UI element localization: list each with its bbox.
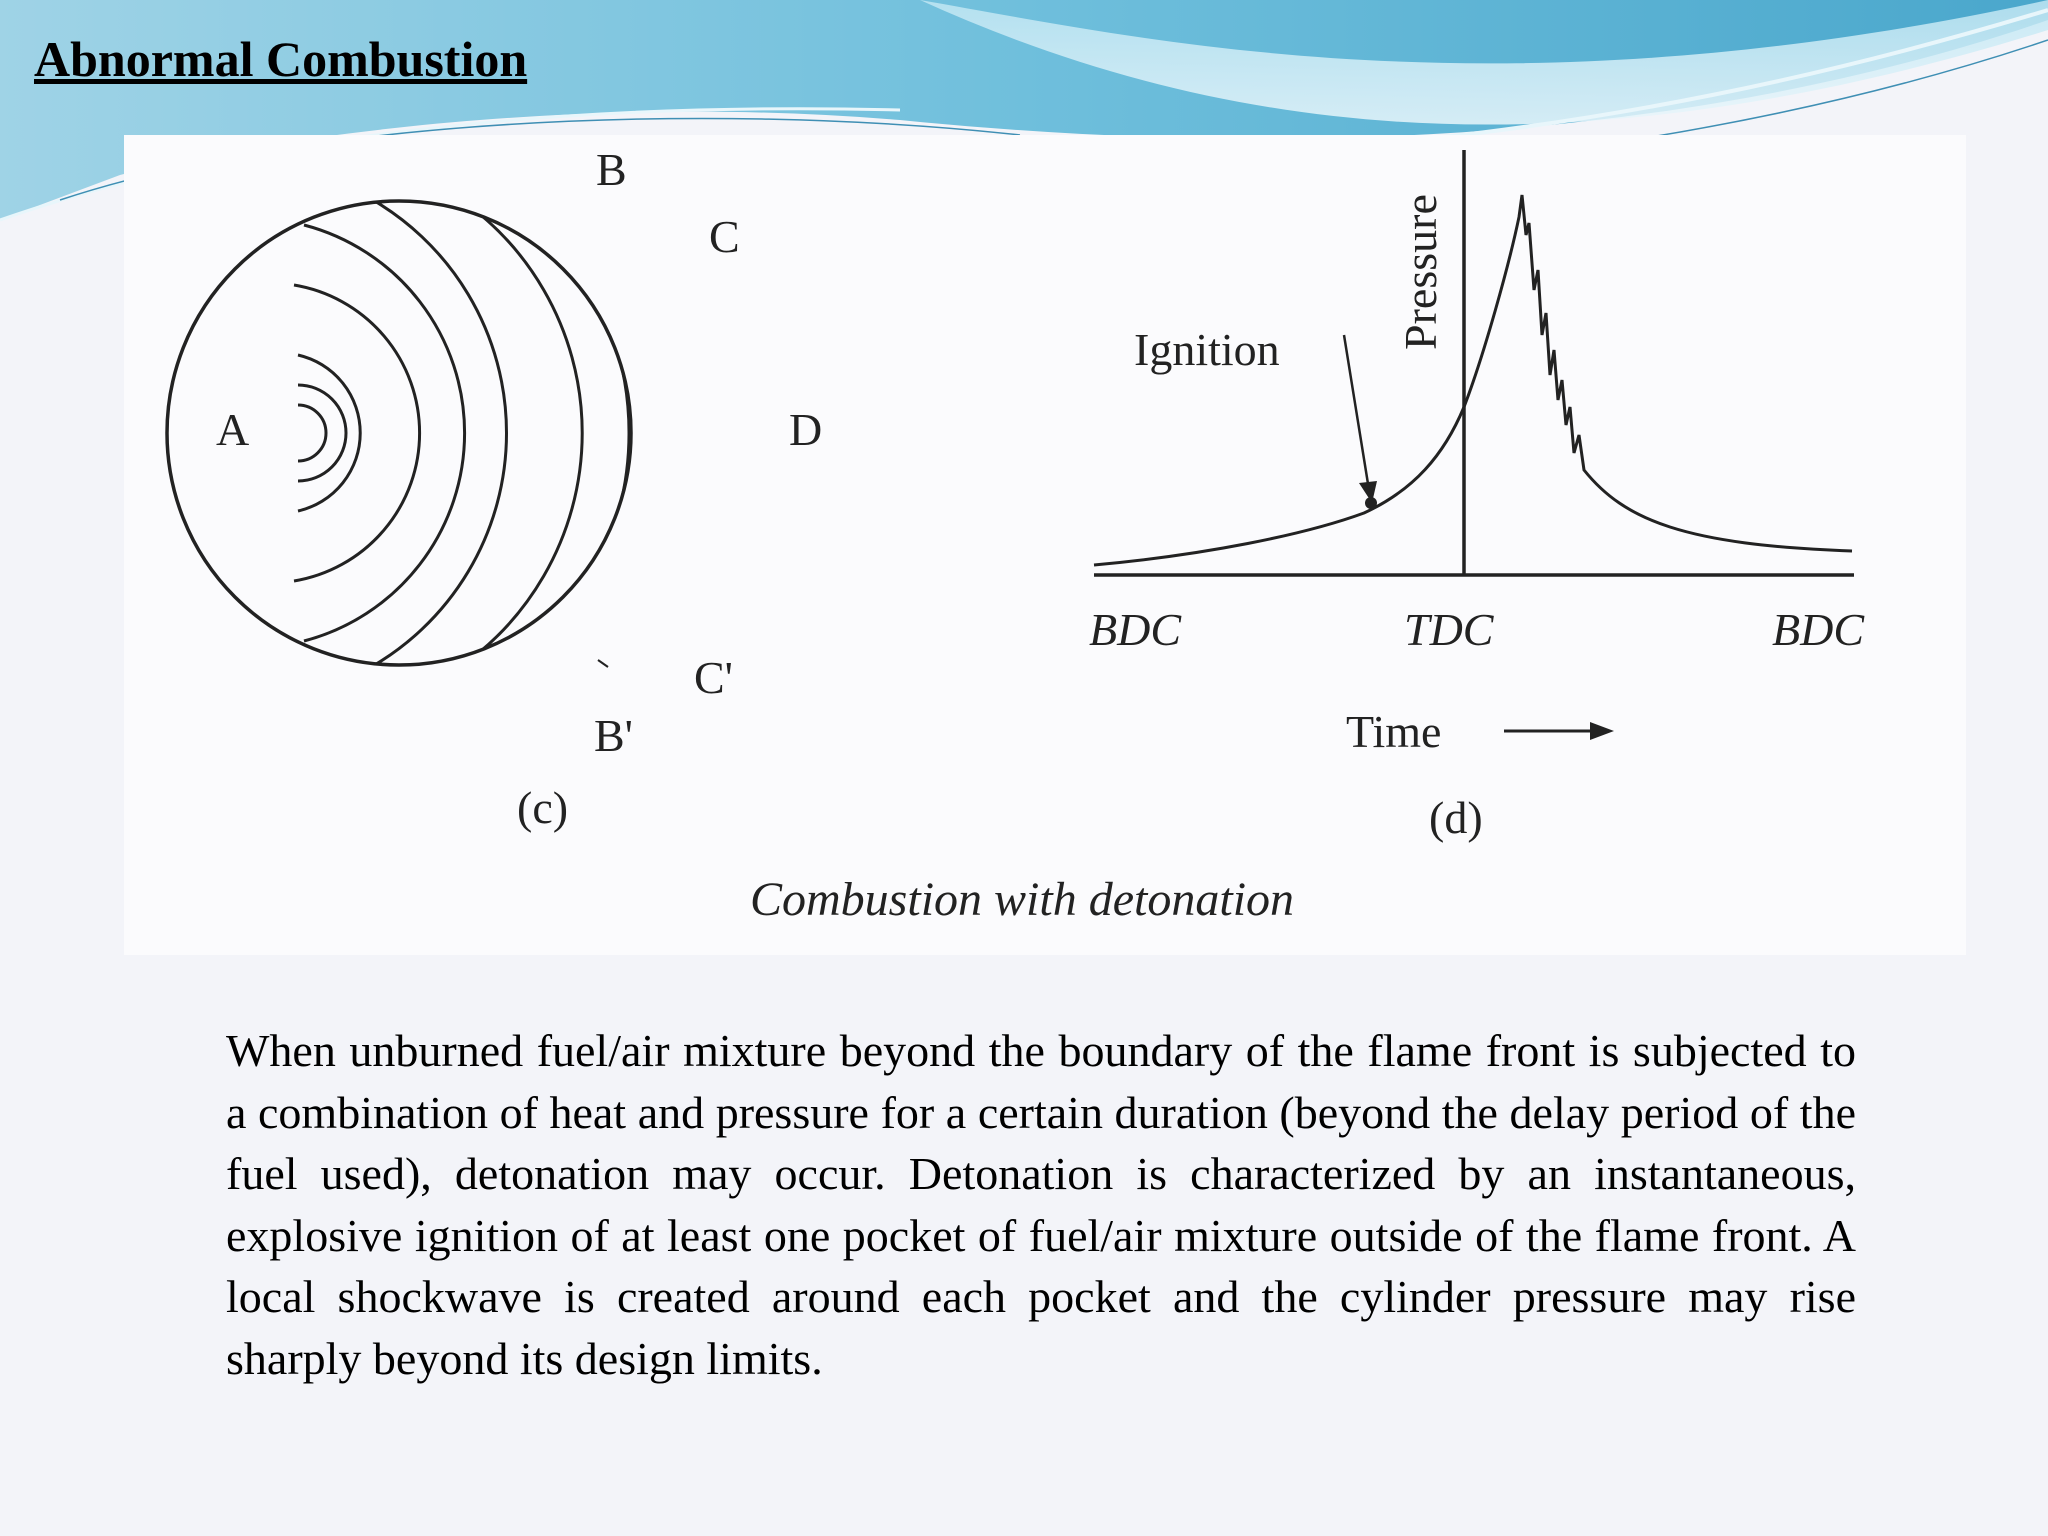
point-label-d: D [789, 404, 823, 455]
figure-caption: Combustion with detonation [750, 873, 1295, 926]
end-gas-hatched-region [602, 240, 724, 655]
ignition-label: Ignition [1134, 324, 1280, 375]
flame-front-1 [298, 405, 326, 461]
detonation-crosshatched-region [652, 310, 744, 605]
point-label-a: A [216, 404, 250, 455]
point-label-c-prime: C' [694, 652, 733, 703]
panel-caption-d: (d) [1429, 792, 1483, 843]
flame-front-7 [454, 195, 582, 671]
flame-front-10 [634, 300, 707, 605]
combustion-diagram [124, 135, 1966, 955]
tick-label-bdc-end: BDC [1772, 604, 1864, 655]
point-label-b-prime: B' [594, 710, 633, 761]
diagram-figure [124, 135, 1966, 955]
time-axis-label: Time [1346, 706, 1442, 757]
pressure-time-plot [1089, 150, 1865, 843]
flame-front-9 [594, 235, 679, 655]
cylinder-diagram [167, 144, 822, 833]
panel-caption-c: (c) [517, 782, 569, 833]
ignition-point [1365, 497, 1377, 509]
end-gas-hatched-region [616, 415, 620, 455]
flame-front-8 [524, 205, 629, 661]
pressure-axis-label: Pressure [1395, 194, 1446, 350]
ignition-pointer [1344, 335, 1369, 490]
tick-label-bdc-start: BDC [1089, 604, 1181, 655]
time-arrow-head [1590, 722, 1614, 740]
flame-front-3 [298, 355, 360, 511]
flame-front-2 [298, 385, 346, 481]
body-paragraph: When unburned fuel/air mixture beyond the boundary of the flame front is subjected to a combination of heat and pressure for a certain duration (beyond the delay period of the fuel used), detonation may occur. Detonation is characterized by an instantaneous, explosive ignition of at least one pocket of fuel/air mixture outside of the flame front. A local shockwave is created around each pocket and the cylinder pressure may rise sharply beyond its design limits. [226, 1025, 1856, 1384]
point-label-c: C [709, 211, 740, 262]
flame-front-5 [304, 225, 465, 641]
slide-title: Abnormal Combustion [34, 31, 528, 87]
flame-front-4 [294, 285, 420, 581]
pressure-curve [1094, 195, 1852, 565]
point-label-b: B [596, 144, 627, 195]
tick-label-tdc: TDC [1404, 604, 1494, 655]
pointer-b-prime [598, 660, 608, 667]
